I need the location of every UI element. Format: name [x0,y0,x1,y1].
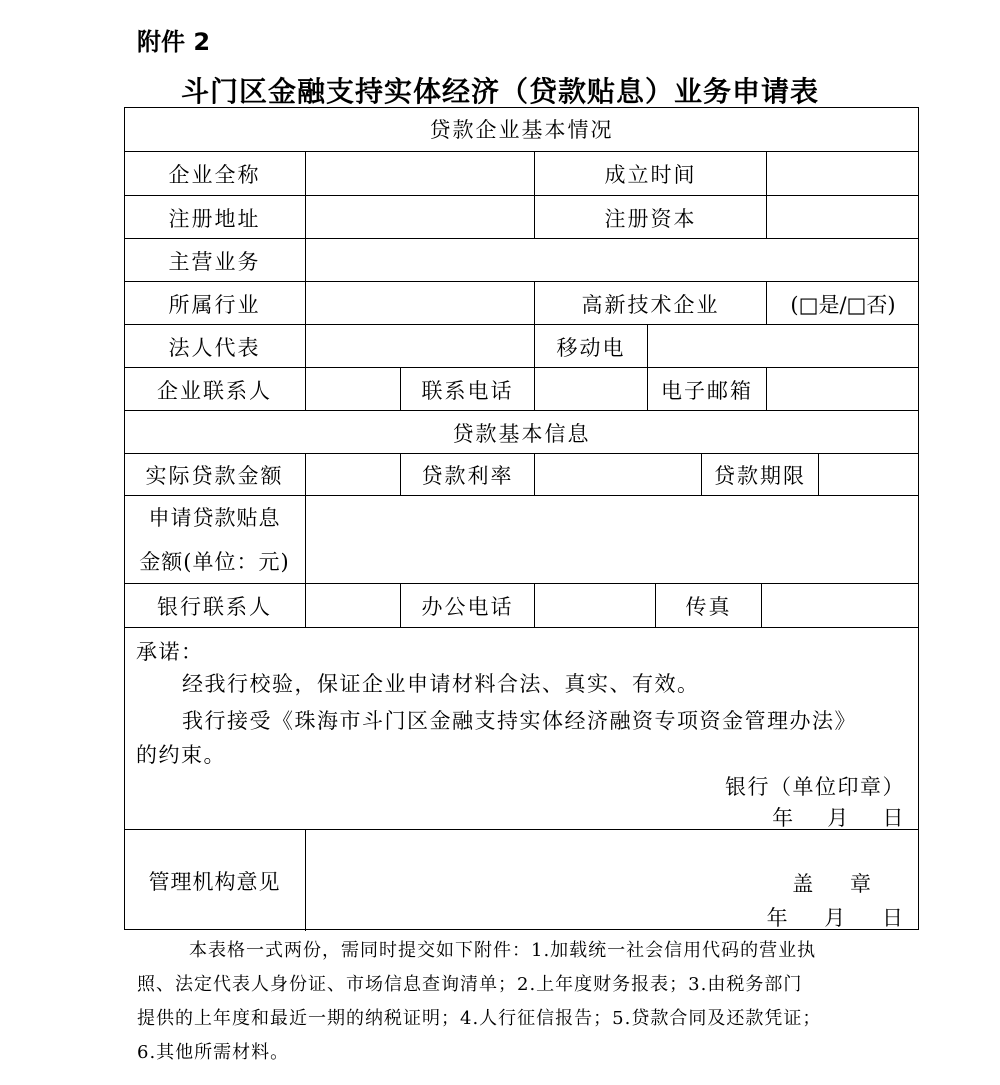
loan-amount-field[interactable] [306,454,401,496]
section-enterprise-row [124,107,919,151]
loan-rate-field[interactable] [535,454,702,496]
row-loan-amount [124,453,919,496]
row-subsidy [124,495,919,584]
mgmt-opinion-field[interactable] [306,830,919,931]
label-fax: 传真 [656,584,762,628]
label-reg-address: 注册地址 [124,196,306,239]
label-office-phone: 办公电话 [401,584,535,628]
attachment-label: 附件 2 [137,28,211,56]
row-contact [124,367,919,411]
label-email: 电子邮箱 [648,368,767,411]
note-line: 提供的上年度和最近一期的纳税证明；4.人行征信报告；5.贷款合同及还款凭证； [137,1008,822,1029]
label-hightech: 高新技术企业 [535,282,767,325]
label-loan-amount: 实际贷款金额 [124,454,306,496]
subsidy-amount-field[interactable] [306,496,919,584]
promise-line1: 经我行校验，保证企业申请材料合法、真实、有效。 [182,672,700,696]
loan-term-field[interactable] [819,454,919,496]
application-form [124,107,919,930]
founded-field[interactable] [767,152,919,196]
label-bank-contact: 银行联系人 [124,584,306,628]
promise-block [124,627,919,830]
label-founded: 成立时间 [535,152,767,196]
section-loan-header: 贷款基本信息 [452,421,591,446]
label-industry: 所属行业 [124,282,306,325]
section-enterprise-header: 贷款企业基本情况 [429,118,614,142]
label-subsidy-line1: 申请贷款贴息 [148,506,281,530]
contact-phone-field[interactable] [535,368,648,411]
promise-line2: 我行接受《珠海市斗门区金融支持实体经济融资专项资金管理办法》 [182,709,857,733]
fax-field[interactable] [762,584,919,628]
label-loan-term: 贷款期限 [702,454,819,496]
form-title: 斗门区金融支持实体经济（贷款贴息）业务申请表 [180,75,819,108]
label-main-business: 主营业务 [124,239,306,282]
bank-seal-date: 年 月 日 [772,806,905,830]
industry-field[interactable] [306,282,535,325]
row-mgmt-opinion [124,829,919,931]
legal-rep-field[interactable] [306,325,535,368]
office-phone-field[interactable] [535,584,656,628]
promise-heading: 承诺： [136,640,204,664]
opinion-seal-date: 年 月 日 [766,906,905,930]
opinion-seal-label: 盖 章 [792,872,873,896]
label-full-name: 企业全称 [124,152,306,196]
label-subsidy [124,496,306,584]
hightech-options[interactable]: (□是/□否) [790,292,896,317]
mobile-field[interactable] [648,325,919,368]
label-subsidy-line2: 金额(单位：元) [139,550,290,574]
label-contact: 企业联系人 [124,368,306,411]
section-loan-row [124,410,919,454]
label-contact-phone: 联系电话 [401,368,535,411]
row-bank-contact [124,583,919,628]
full-name-field[interactable] [306,152,535,196]
row-main-business [124,238,919,282]
promise-line3: 的约束。 [136,743,226,767]
note-line: 照、法定代表人身份证、市场信息查询清单；2.上年度财务报表；3.由税务部门 [137,974,803,995]
reg-address-field[interactable] [306,196,535,239]
bank-contact-field[interactable] [306,584,401,628]
row-legal-rep [124,324,919,368]
email-field[interactable] [767,368,919,411]
bank-seal-label: 银行（单位印章） [725,775,905,799]
note-line: 6.其他所需材料。 [137,1042,290,1063]
row-industry [124,281,919,325]
label-reg-capital: 注册资本 [535,196,767,239]
contact-field[interactable] [306,368,401,411]
main-business-field[interactable] [306,239,919,282]
label-mgmt-opinion: 管理机构意见 [124,830,306,931]
label-mobile: 移动电 [535,325,648,368]
label-legal-rep: 法人代表 [124,325,306,368]
reg-capital-field[interactable] [767,196,919,239]
note-line: 本表格一式两份，需同时提交如下附件：1.加载统一社会信用代码的营业执 [189,940,817,961]
label-loan-rate: 贷款利率 [401,454,535,496]
row-reg-address [124,195,919,239]
row-full-name [124,151,919,196]
